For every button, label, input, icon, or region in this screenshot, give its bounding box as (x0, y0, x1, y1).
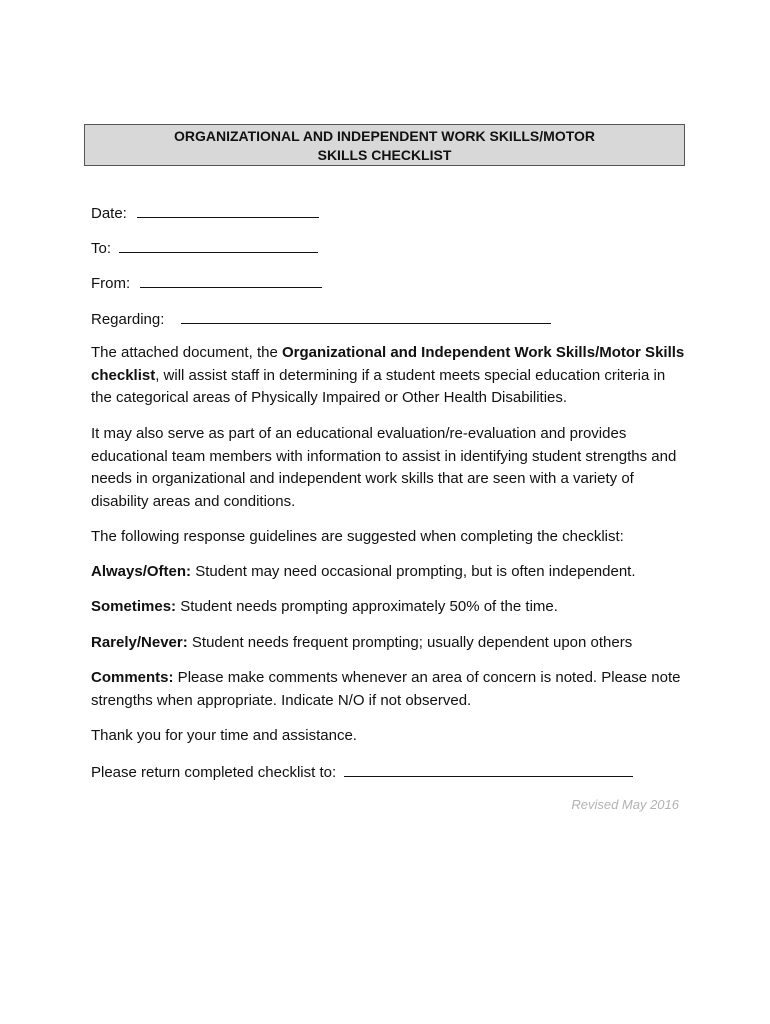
guideline-term: Comments: (91, 669, 174, 686)
regarding-input-line[interactable] (181, 309, 551, 324)
from-input-line[interactable] (140, 273, 322, 288)
checklist-name: Organizational and Independent Work Skills/Motor Skills checklist (91, 344, 685, 384)
title-line-1: ORGANIZATIONAL AND INDEPENDENT WORK SKILLS/MOTOR (173, 128, 596, 144)
guideline-comments: Comments: Please make comments whenever an area of concern is noted. Please note strengths when appropriate. Indicate N/O if not observed. (91, 669, 681, 709)
date-field (91, 203, 319, 224)
guidelines-intro: The following response guidelines are suggested when completing the checklist: (91, 528, 624, 545)
return-input-line[interactable] (344, 762, 633, 777)
revised-date: Revised May 2016 (571, 797, 679, 812)
guideline-always-often: Always/Often: Student may need occasional prompting, but is often independent. (91, 563, 636, 580)
regarding-field (91, 309, 551, 330)
guideline-rarely-never: Rarely/Never: Student needs frequent prompting; usually dependent upon others (91, 634, 633, 651)
date-input-line[interactable] (137, 203, 319, 218)
to-label: To: (91, 240, 112, 257)
to-input-line[interactable] (119, 238, 318, 253)
guideline-sometimes: Sometimes: Student needs prompting approximately 50% of the time. (91, 598, 558, 615)
date-label: Date: (91, 205, 127, 222)
guideline-term: Sometimes: (91, 598, 177, 615)
intro-paragraph: The attached document, the Organizational and Independent Work Skills/Motor Skills checklist, will assist staff in determining if a student meets special education criteria in the categorical areas of Physically Impaired or Other Health Disabilities. (91, 344, 685, 406)
return-label: Please return completed checklist to: (91, 764, 337, 781)
return-field (91, 762, 633, 783)
from-field (91, 273, 322, 294)
to-field (91, 238, 318, 259)
from-label: From: (91, 275, 131, 292)
evaluation-paragraph: It may also serve as part of an educational evaluation/re-evaluation and provides educational team members with information to assist in identifying student strengths and needs in organizational and independent work skills that are seen with a variety of disability areas and conditions. (91, 425, 677, 510)
thanks-text: Thank you for your time and assistance. (91, 727, 357, 744)
document-title (84, 124, 685, 166)
guideline-term: Always/Often: (91, 563, 192, 580)
regarding-label: Regarding: (91, 311, 165, 328)
guideline-term: Rarely/Never: (91, 634, 188, 651)
title-line-2: SKILLS CHECKLIST (317, 147, 452, 163)
